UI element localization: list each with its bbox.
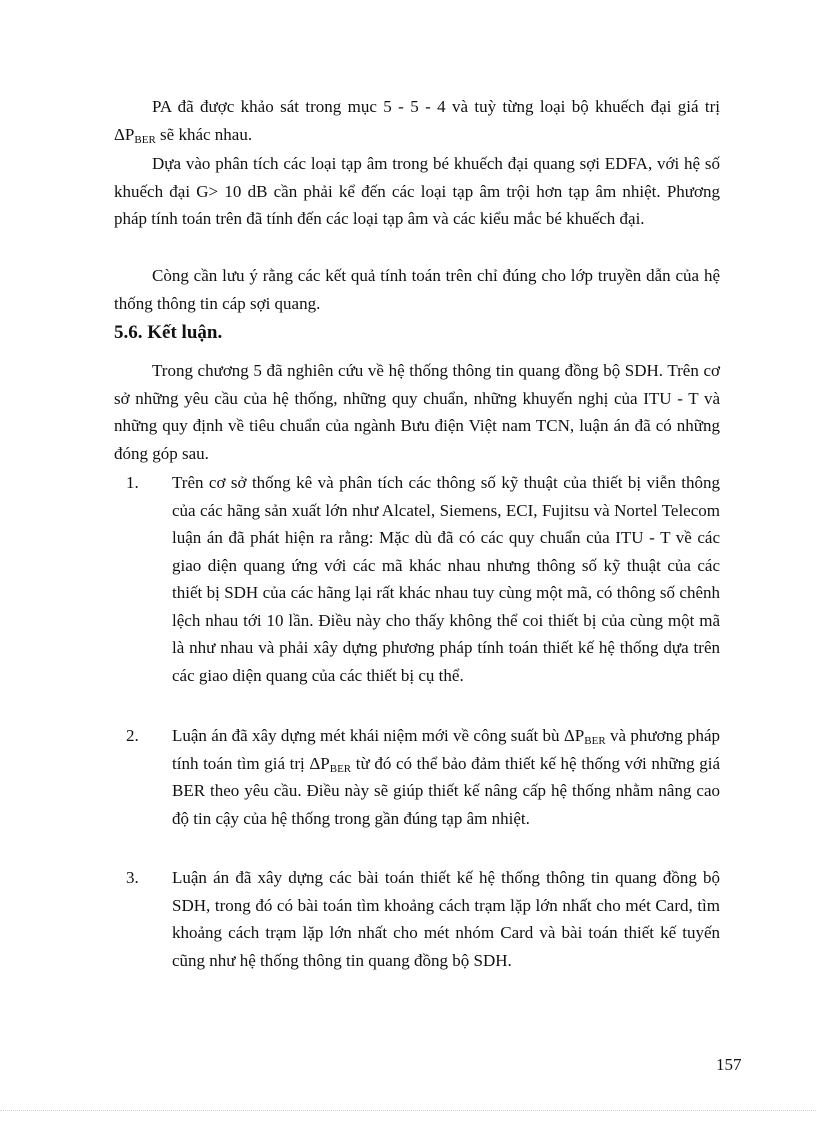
paragraph-conclusion: Trong chương 5 đã nghiên cứu về hệ thống thông tin quang đồng bộ SDH. Trên cơ sở những yêu cầu của hệ thống, những quy chuẩn, những khuyến nghị của ITU - T và những quy định về tiêu chuẩn của ngành Bưu điện Việt nam TCN, luận án đã có những đóng góp sau. bbox=[114, 361, 720, 463]
list-item-text: Luận án đã xây dựng các bài toán thiết kế hệ thống thông tin quang đồng bộ SDH, trong đó có bài toán tìm khoảng cách trạm lặp lớn nhất cho mét Card, tìm khoảng cách trạm lặp lớn nhất cho mét nhóm Card và bài toán thiết kế tuyến cũng như hệ thống thông tin quang đồng bộ SDH. bbox=[172, 868, 720, 970]
list-item-2-text-b: và phương pháp tính toán tìm giá trị ΔP bbox=[172, 726, 720, 773]
footer-divider bbox=[0, 1110, 816, 1112]
section-heading: 5.6. Kết luận. bbox=[114, 322, 223, 343]
ber-subscript: BER bbox=[584, 735, 606, 747]
list-number: 2. bbox=[126, 726, 139, 745]
paragraph-intro bbox=[114, 93, 720, 148]
list-item-text: Trên cơ sở thống kê và phân tích các thông số kỹ thuật của thiết bị viễn thông của các hãng sản xuất lớn như Alcatel, Siemens, ECI, Fujitsu và Nortel Telecom luận án đã phát hiện ra rằng: Mặc dù đã có các quy chuẩn của ITU - T về các giao diện quang ứng với các mã khác nhau nhưng thông số kỹ thuật của các thiết bị SDH của các hãng lại rất khác nhau tuy cùng một mã, có thông số chênh lệch nhau tới 10 lần. Điều này cho thấy không thể coi thiết bị của cùng một mã là như nhau và phải xây dựng phương pháp tính toán thiết kế hệ thống dựa trên các giao diện quang của các thiết bị cụ thể. bbox=[172, 473, 720, 685]
list-item-3 bbox=[126, 864, 720, 974]
list-item-2 bbox=[126, 722, 720, 832]
list-item-2-text-a: Luận án đã xây dựng mét khái niệm mới về công suất bù ΔP bbox=[172, 726, 585, 745]
list-item-1 bbox=[126, 469, 720, 689]
list-item-text bbox=[150, 722, 720, 832]
paragraph-note: Còng cần lưu ý rằng các kết quả tính toán trên chỉ đúng cho lớp truyền dẫn của hệ thống thông tin cáp sợi quang. bbox=[114, 266, 720, 313]
page-number: 157 bbox=[716, 1055, 742, 1074]
paragraph-intro-text: PA đã được khảo sát trong mục 5 - 5 - 4 và tuỳ từng loại bộ khuếch đại giá trị ΔP bbox=[114, 97, 720, 144]
paragraph-intro-tail: sẽ khác nhau. bbox=[155, 124, 253, 144]
ber-subscript: BER bbox=[329, 762, 352, 775]
ber-subscript: BER bbox=[134, 133, 156, 146]
list-item-2-text-c: từ đó có thể bảo đảm thiết kế hệ thống với những giá BER theo yêu cầu. Điều này sẽ giúp thiết kế nâng cấp hệ thống nhằm nâng cao độ tin cậy của hệ thống trong gần đúng tạp âm nhiệt. bbox=[172, 753, 720, 828]
list-number: 3. bbox=[126, 868, 139, 887]
list-number: 1. bbox=[126, 473, 139, 492]
paragraph-noise-analysis: Dựa vào phân tích các loại tạp âm trong bé khuếch đại quang sợi EDFA, với hệ số khuếch đại G> 10 dB cần phải kể đến các loại tạp âm trội hơn tạp âm nhiệt. Phương pháp tính toán trên đã tính đến các loại tạp âm và các kiểu mắc bé khuếch đại. bbox=[114, 154, 720, 228]
